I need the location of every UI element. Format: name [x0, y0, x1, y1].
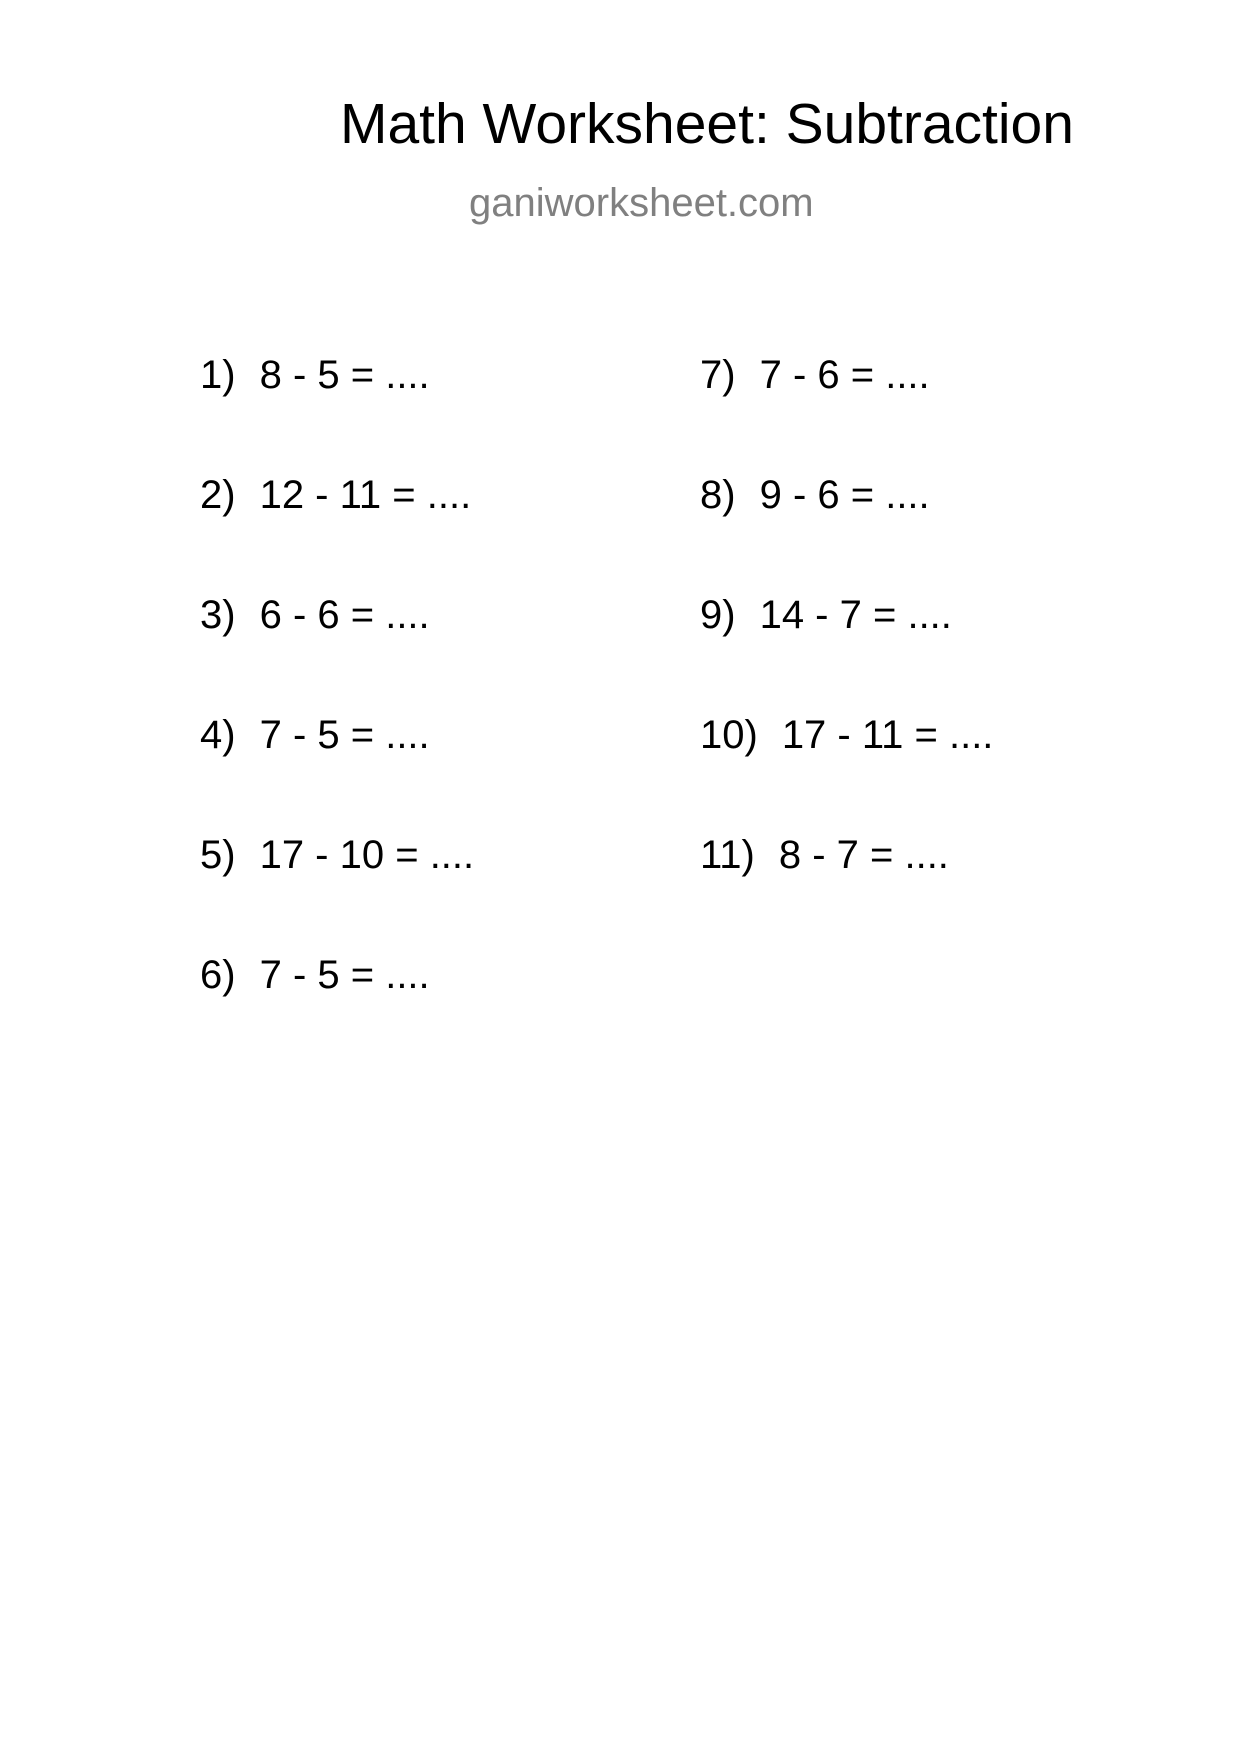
problem-item: [700, 355, 930, 395]
problem-item: [700, 715, 993, 755]
problem-expression: 9 - 6 = ....: [759, 473, 930, 517]
problem-number: 6): [200, 953, 236, 997]
problem-item: [700, 595, 952, 635]
problem-item: [700, 475, 930, 515]
problem-expression: 8 - 5 = ....: [259, 353, 430, 397]
problem-item: [700, 835, 949, 875]
problem-expression: 7 - 5 = ....: [259, 713, 430, 757]
problem-item: [200, 595, 430, 635]
problem-number: 10): [700, 713, 758, 757]
problem-expression: 7 - 6 = ....: [759, 353, 930, 397]
problem-number: 11): [700, 833, 755, 877]
website-watermark: ganiworksheet.com: [469, 181, 814, 225]
problem-item: [200, 835, 474, 875]
problem-expression: 14 - 7 = ....: [759, 593, 952, 637]
problem-item: [200, 355, 430, 395]
problem-item: [200, 715, 430, 755]
problem-item: [200, 955, 430, 995]
problem-expression: 7 - 5 = ....: [259, 953, 430, 997]
problem-expression: 17 - 11 = ....: [781, 713, 994, 757]
problem-expression: 6 - 6 = ....: [259, 593, 430, 637]
problem-number: 1): [200, 353, 236, 397]
problem-expression: 8 - 7 = ....: [778, 833, 949, 877]
problem-number: 4): [200, 713, 236, 757]
problem-number: 9): [700, 593, 736, 637]
problem-number: 8): [700, 473, 736, 517]
problem-expression: 17 - 10 = ....: [259, 833, 475, 877]
problem-number: 5): [200, 833, 236, 877]
worksheet-title: Math Worksheet: Subtraction: [340, 92, 1074, 156]
problem-number: 7): [700, 353, 736, 397]
problem-item: [200, 475, 471, 515]
problem-number: 3): [200, 593, 236, 637]
problem-number: 2): [200, 473, 236, 517]
problem-expression: 12 - 11 = ....: [259, 473, 472, 517]
